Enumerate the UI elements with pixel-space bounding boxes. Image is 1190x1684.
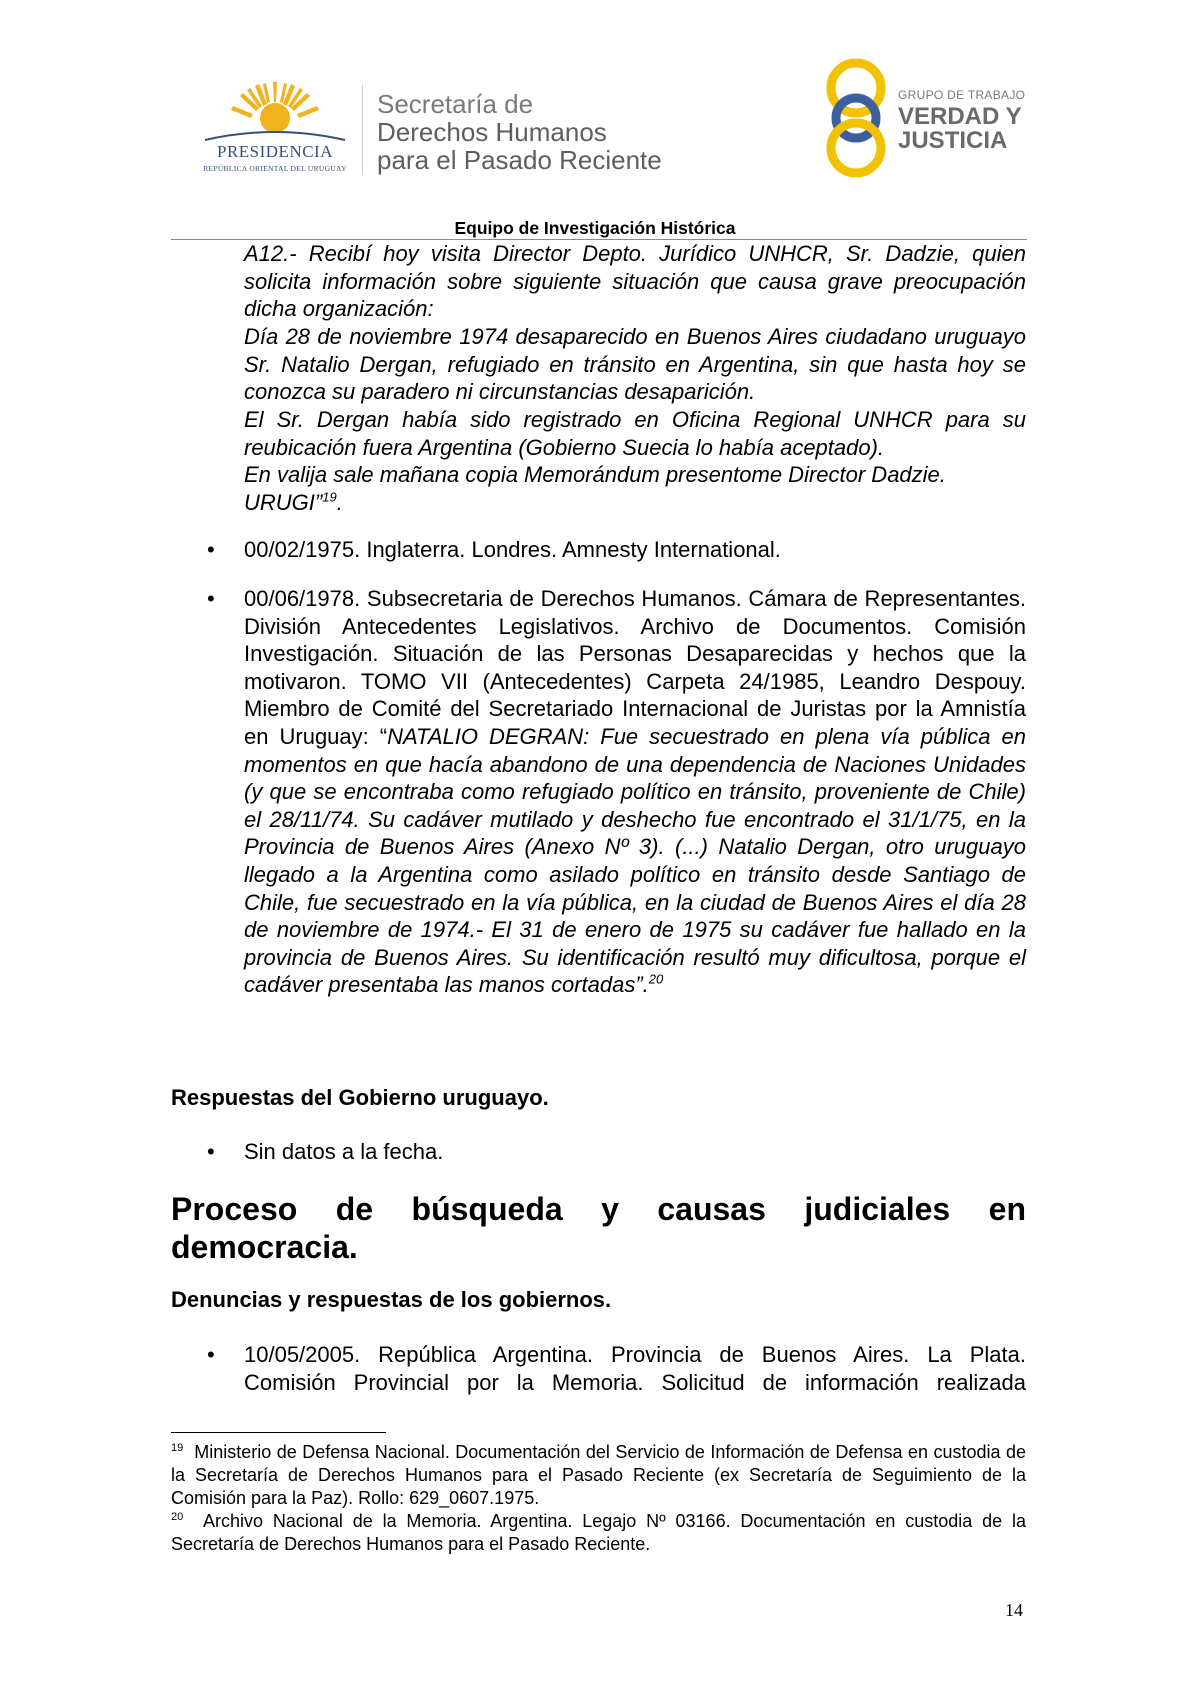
quote-paragraph-5 [244, 489, 1026, 517]
justicia-label: JUSTICIA [898, 127, 1008, 154]
sun-emblem-icon [195, 78, 355, 142]
quote-end: . [336, 490, 343, 515]
page-number: 14 [1005, 1600, 1023, 1620]
bullet-icon: • [207, 1342, 215, 1367]
secretaria-title [377, 90, 662, 174]
quote-paragraph-1: A12.- Recibí hoy visita Director Depto. Jurídico UNHCR, Sr. Dadzie, quien solicita información sobre siguiente situación que causa grave preocupación dicha organización: [244, 241, 1026, 322]
quote-paragraph-2: Día 28 de noviembre 1974 desaparecido en Buenos Aires ciudadano uruguayo Sr. Natalio Dergan, refugiado en tránsito en Argentina, sin que hasta hoy se conozca su paradero ni circunstancias desaparición. [244, 324, 1026, 405]
footnote-text: Ministerio de Defensa Nacional. Documentación del Servicio de Información de Defensa en custodia de la Secretaría de Derechos Humanos para el Pasado Reciente (ex Secretaría de Seguimiento de la Comisión para la Paz). Rollo: 629_0607.1975. [171, 1442, 1026, 1508]
footnote-ref-19: 19 [322, 489, 337, 505]
bullet-text-quote: NATALIO DEGRAN: Fue secuestrado en plena vía pública en momentos en que hacía abandono de una dependencia de Naciones Unidades (y que se encontraba como refugiado político en tránsito, proveniente de Chile) el 28/11/74. Su cadáver mutilado y deshecho fue encontrado el 31/1/75, en la Provincia de Buenos Aires (Anexo Nº 3). (...) Natalio Dergan, otro uruguayo llegado a la Argentina como asilado político en tránsito desde Santiago de Chile, fue secuestrado en la vía pública, en la ciudad de Buenos Aires el día 28 de noviembre de 1974.- El 31 de enero de 1975 su cadáver fue hallado en la provincia de Buenos Aires. Su identificación resultó muy dificultosa, porque el cadáver presentaba las manos cortadas”. [244, 723, 1026, 998]
presidencia-subtitle: REPÚBLICA ORIENTAL DEL URUGUAY [203, 164, 347, 173]
quote-paragraph-3: El Sr. Dergan había sido registrado en Oficina Regional UNHCR para su reubicación fuera Argentina (Gobierno Suecia lo había aceptado). [244, 407, 1026, 460]
bullet-text: 00/02/1975. Inglaterra. Londres. Amnesty International. [244, 537, 781, 562]
grupo-trabajo-label: GRUPO DE TRABAJO [898, 88, 1026, 102]
secretaria-line2: Derechos Humanos [377, 117, 607, 147]
footnote-number: 20 [171, 1511, 184, 1523]
respuestas-heading: Respuestas del Gobierno uruguayo. [171, 1085, 549, 1110]
footnote-number: 19 [171, 1442, 184, 1454]
footnote-ref-20: 20 [648, 971, 664, 987]
grupo-trabajo-logo [820, 58, 1030, 178]
footnote-separator [171, 1432, 386, 1433]
secretaria-line1: Secretaría de [377, 89, 534, 119]
quote-paragraph-4: En valija sale mañana copia Memorándum presentome Director Dadzie. [244, 462, 946, 487]
logo-divider [362, 85, 363, 175]
denuncias-heading: Denuncias y respuestas de los gobiernos. [171, 1287, 612, 1312]
bullet-icon: • [207, 537, 215, 562]
bullet-text [244, 585, 1026, 999]
bullet-text: 10/05/2005. República Argentina. Provincia de Buenos Aires. La Plata. Comisión Provincial por la Memoria. Solicitud de información realizada [244, 1342, 1026, 1395]
bullet-text-plain: 00/06/1978. Subsecretaria de Derechos Humanos. Cámara de Representantes. División Antecedentes Legislativos. Archivo de Documentos. Comisión Investigación. Situación de las Personas Desaparecidas y hechos que la motivaron. TOMO VII (Antecedentes) Carpeta 24/1985, Leandro Despouy. Miembro de Comité del Secretariado Internacional de Juristas por la Amnistía en Uruguay: “ [244, 586, 1026, 749]
footnote-text: Archivo Nacional de la Memoria. Argentina. Legajo Nº 03166. Documentación en custodia de la Secretaría de Derechos Humanos para el Pasado Reciente. [171, 1511, 1026, 1554]
presidencia-name: PRESIDENCIA [216, 142, 333, 161]
section-heading: Proceso de búsqueda y causas judiciales en democracia. [171, 1191, 1026, 1265]
interlocked-rings-icon [820, 58, 892, 178]
quote-signature: URUGI” [244, 490, 323, 515]
footnote-19 [171, 1441, 1026, 1510]
team-label: Equipo de Investigación Histórica [454, 218, 736, 238]
footnote-20 [171, 1510, 1026, 1556]
verdad-label: VERDAD Y [898, 103, 1022, 130]
presidencia-logo [195, 78, 355, 178]
bullet-text: Sin datos a la fecha. [244, 1139, 444, 1164]
bullet-icon: • [207, 586, 215, 611]
secretaria-line3: para el Pasado Reciente [377, 145, 662, 175]
bullet-icon: • [207, 1139, 215, 1164]
